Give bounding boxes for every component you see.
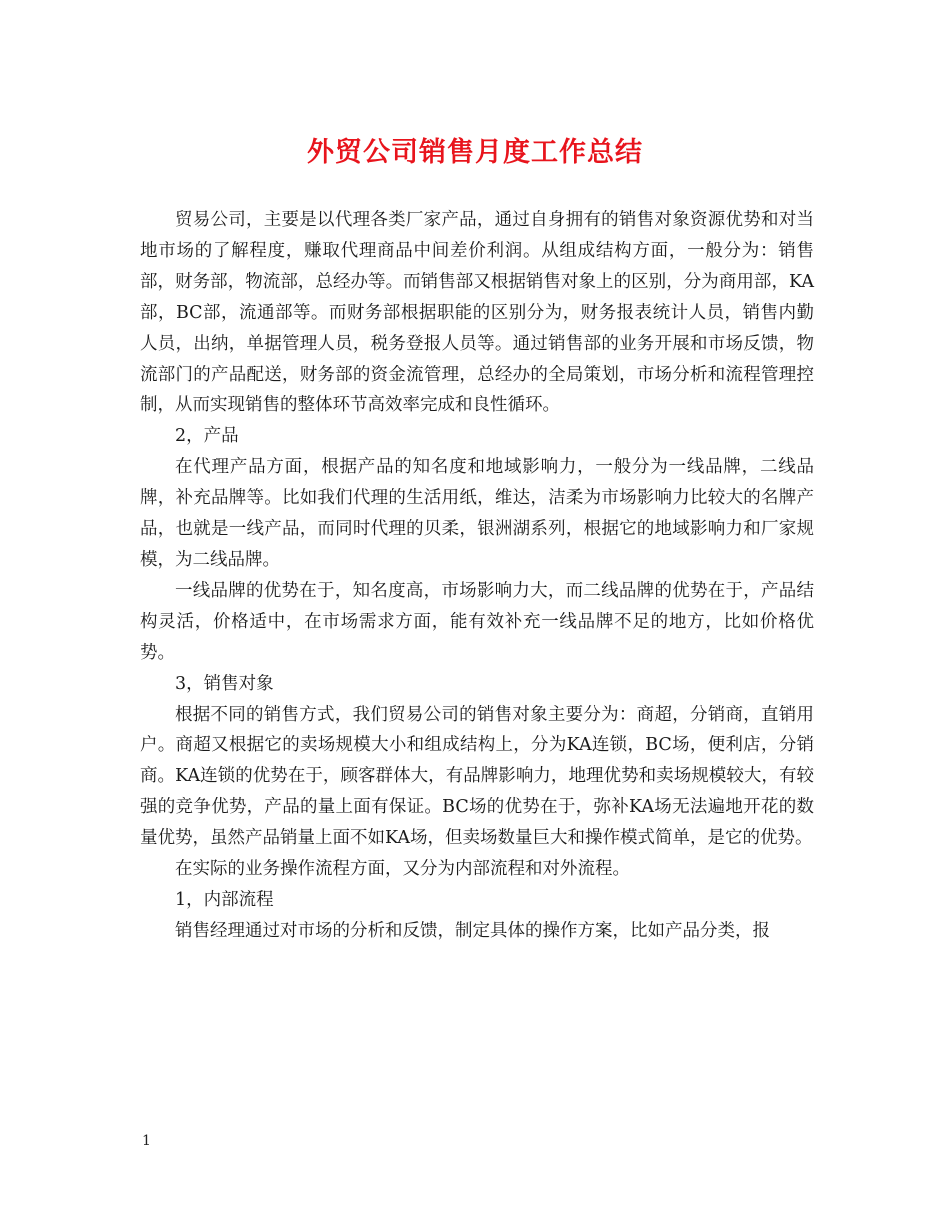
paragraph-brand-advantages: 一线品牌的优势在于，知名度高，市场影响力大，而二线品牌的优势在于，产品结构灵活，价格适中，在市场需求方面，能有效补充一线品牌不足的地方，比如价格优势。	[140, 580, 814, 663]
page-number: 1	[142, 1133, 151, 1149]
document-title: 外贸公司销售月度工作总结	[307, 137, 643, 168]
paragraph-sales-targets: 根据不同的销售方式，我们贸易公司的销售对象主要分为：商超，分销商，直销用户。商超又根据它的卖场规模大小和组成结构上，分为KA连锁，BC场，便利店，分销商。KA连锁的优势在于，顾客群体大，有品牌影响力，地理优势和卖场规模较大，有较强的竞争优势，产品的量上面有保证。BC场的优势在于，弥补KA场无法遍地开花的数量优势，虽然产品销量上面不如KA场，但卖场数量巨大和操作模式简单，是它的优势。	[140, 704, 814, 849]
section-heading-sales-targets: 3，销售对象	[175, 673, 274, 694]
paragraph-intro: 贸易公司，主要是以代理各类厂家产品，通过自身拥有的销售对象资源优势和对当地市场的了解程度，赚取代理商品中间差价利润。从组成结构方面，一般分为：销售部，财务部，物流部，总经办等。而销售部又根据销售对象上的区别，分为商用部，KA部，BC部，流通部等。而财务部根据职能的区别分为，财务报表统计人员，销售内勤人员，出纳，单据管理人员，税务登报人员等。通过销售部的业务开展和市场反馈，物流部门的产品配送，财务部的资金流管理，总经办的全局策划，市场分析和流程管理控制，从而实现销售的整体环节高效率完成和良性循环。	[140, 210, 814, 416]
section-heading-products: 2，产品	[175, 426, 239, 447]
paragraph-product-tiers: 在代理产品方面，根据产品的知名度和地域影响力，一般分为一线品牌，二线品牌，补充品牌等。比如我们代理的生活用纸，维达，洁柔为市场影响力比较大的名牌产品，也就是一线产品，而同时代理的贝柔，银洲湖系列，根据它的地域影响力和厂家规模，为二线品牌。	[140, 457, 814, 570]
paragraph-process-overview: 在实际的业务操作流程方面，又分为内部流程和对外流程。	[175, 859, 630, 880]
document-body	[140, 205, 814, 947]
paragraph-internal-process: 销售经理通过对市场的分析和反馈，制定具体的操作方案，比如产品分类，报	[175, 920, 770, 941]
section-heading-internal-process: 1，内部流程	[175, 889, 274, 910]
